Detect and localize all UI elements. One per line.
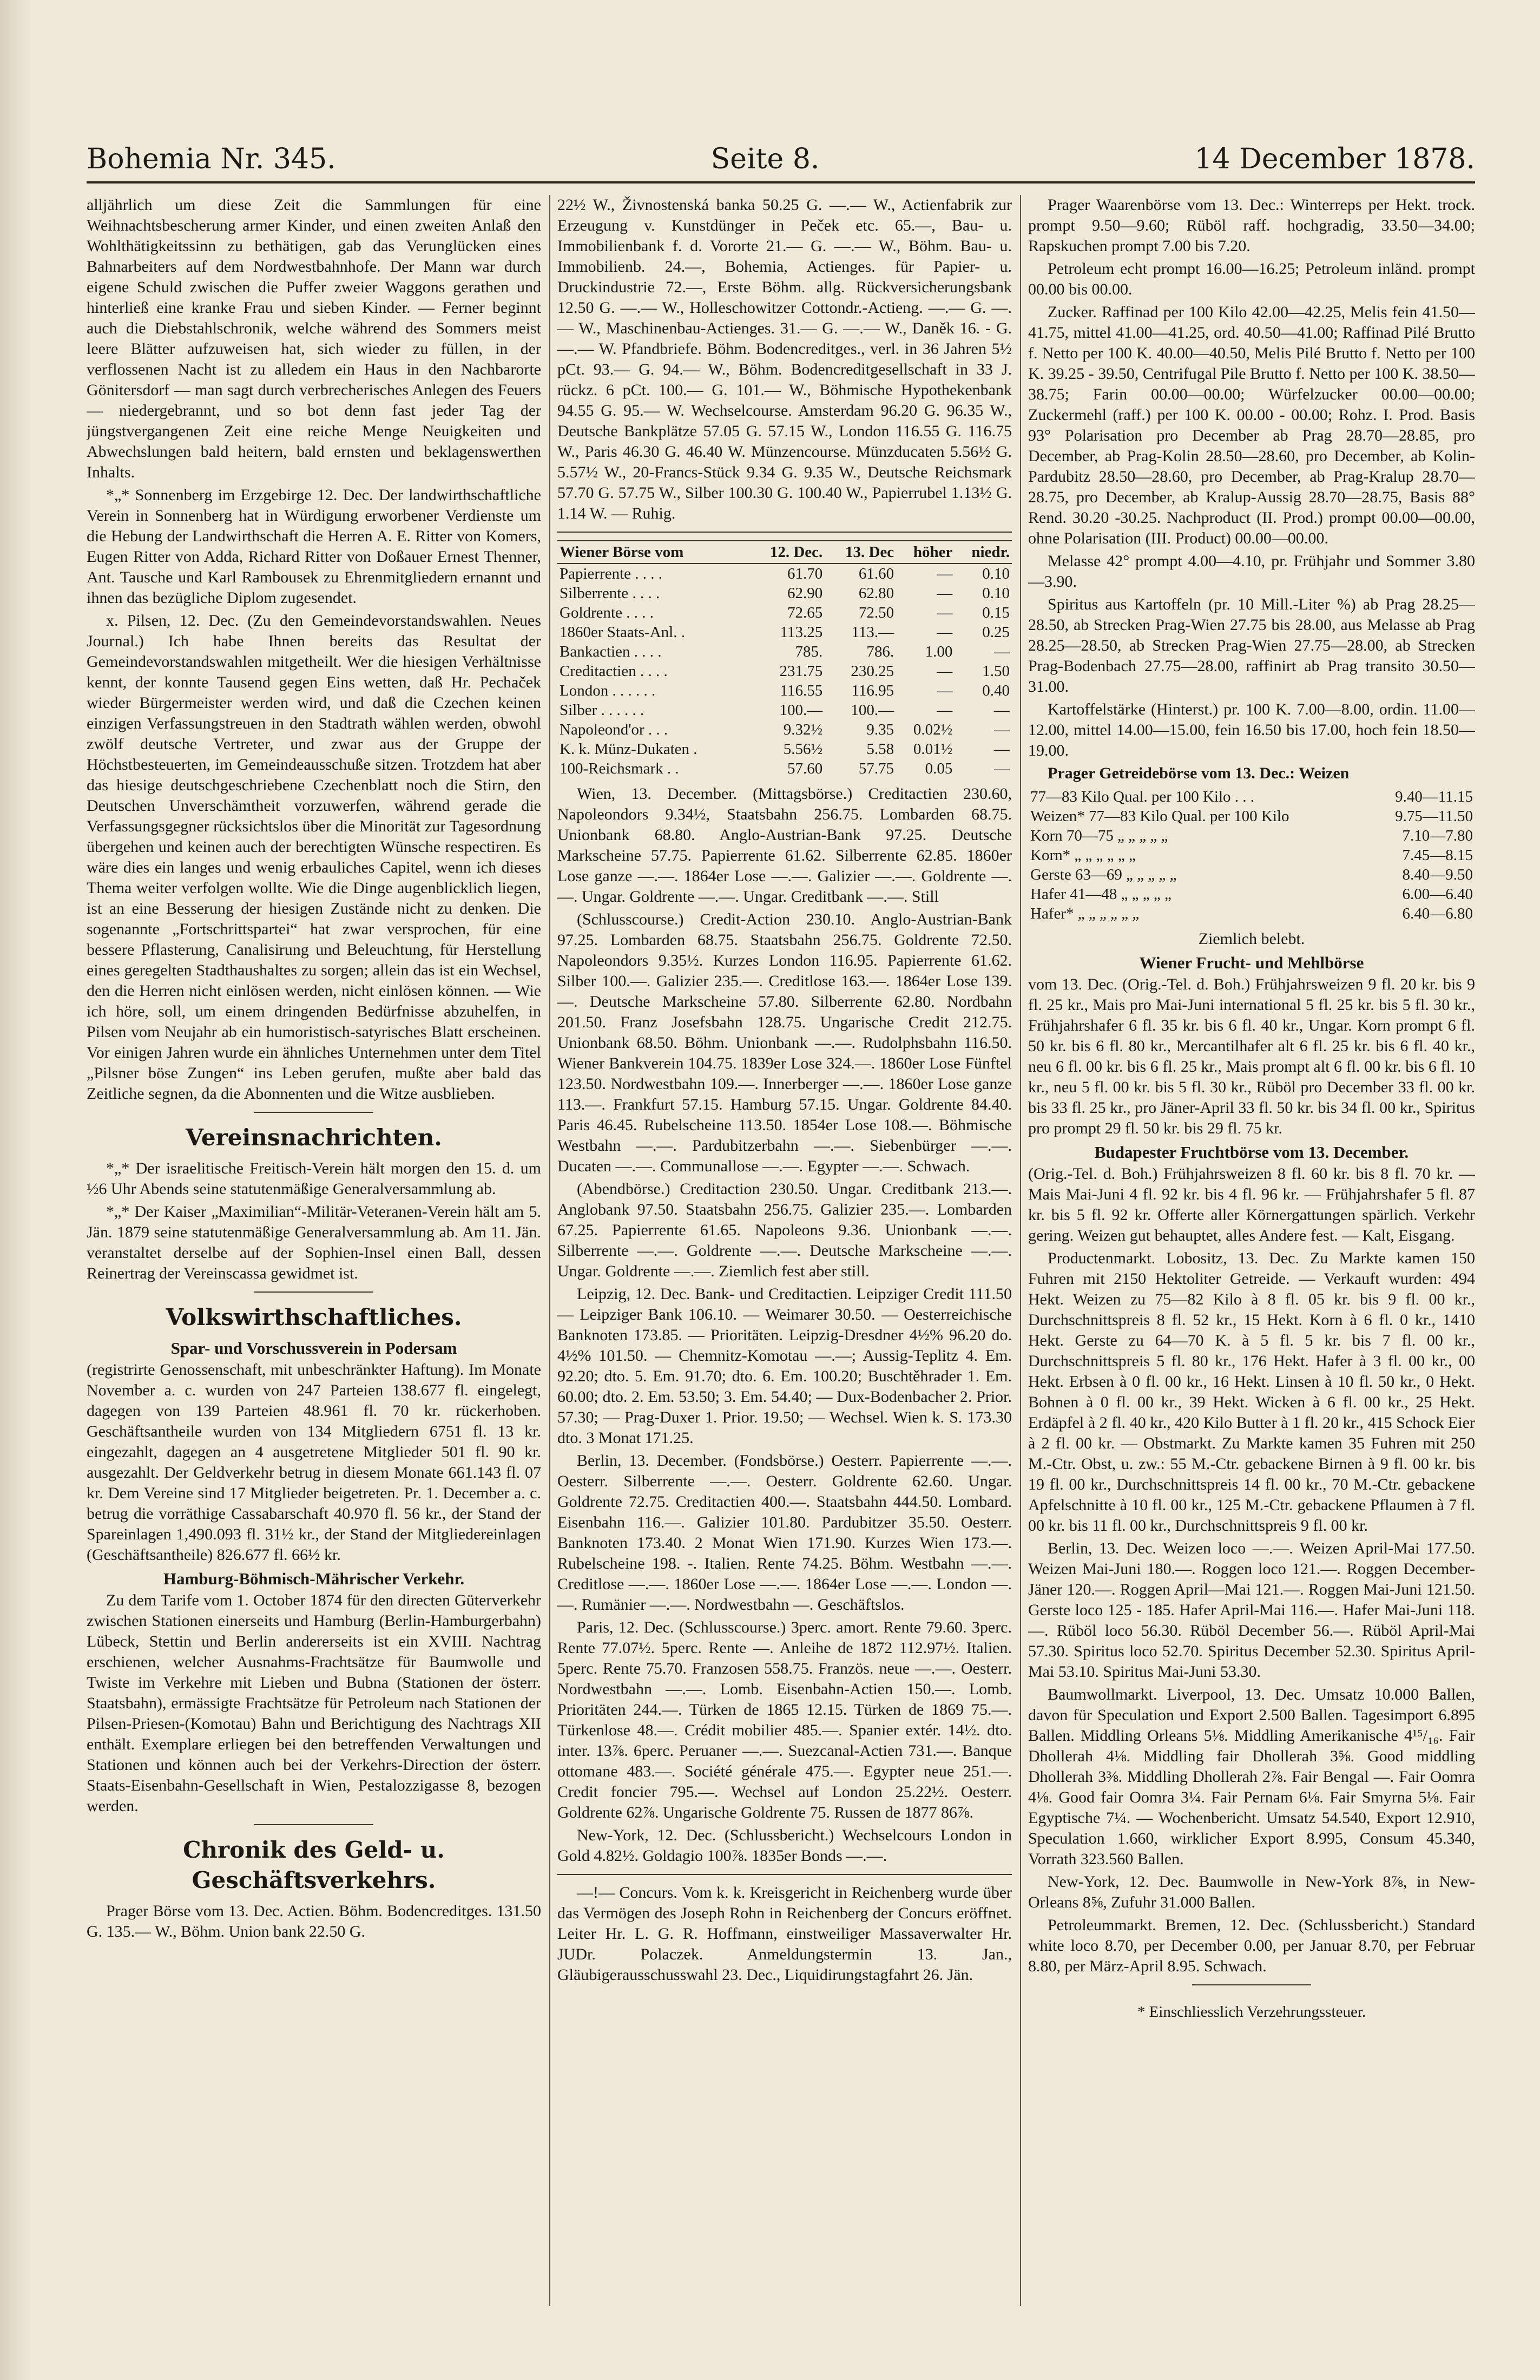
table-row	[557, 642, 1012, 661]
table-cell: —	[994, 721, 1010, 738]
masthead-title: Bohemia Nr. 345.	[87, 143, 336, 175]
article-wien-mittag: Wien, 13. December. (Mittagsbörse.) Creditactien 230.60, Napoleondors 9.34½, Staatsbahn 256.75. Lombarden 68.75. Unionbank 68.80. Anglo-Austrian-Bank 97.25. Deutsche Markscheine 57.75. Papierrente 61.62. Silberrente 62.85. 1860er Lose ganze —.—. 1864er Lose —.—. Galizier —.—. Goldrente —.—. Ungar. Goldrente —.—. Ungar. Creditbank —.—. Still	[557, 785, 1012, 906]
subheading-wiener-fruchtboerse: Wiener Frucht- und Mehlbörse	[1139, 953, 1364, 972]
table-cell: 77—83 Kilo Qual. per 100 Kilo . . .	[1030, 788, 1255, 805]
table-cell: 5.56½	[783, 740, 823, 758]
article-kartoffelstaerke: Kartoffelstärke (Hinterst.) pr. 100 K. 7.00—8.00, ordin. 11.00—12.00, mittel 14.00—15.00, fein 16.50 bis 17.00, hoch fein 18.50—19.00.	[1028, 700, 1475, 759]
footnote: * Einschliesslich Verzehrungssteuer.	[1137, 2003, 1366, 2021]
table-cell: 0.10	[982, 565, 1010, 582]
table-row	[1028, 826, 1475, 845]
table-cell: —	[937, 663, 953, 680]
table-cell: 62.80	[858, 585, 894, 602]
issue-date: 14 December 1878.	[1194, 143, 1475, 175]
table-header-cell: Wiener Börse vom	[557, 541, 748, 563]
table-cell: Weizen* 77—83 Kilo Qual. per 100 Kilo	[1030, 808, 1289, 825]
column-3	[1028, 195, 1475, 2338]
table-cell: —	[994, 760, 1010, 777]
page-number: Seite 8.	[710, 143, 820, 175]
table-header-cell: niedr.	[955, 541, 1012, 563]
table-cell: 0.01½	[913, 740, 953, 758]
section-heading-volkswirthschaftliches: Volkswirthschaftliches.	[166, 1304, 462, 1330]
section-divider	[254, 1291, 373, 1293]
article-zucker: Zucker. Raffinad per 100 Kilo 42.00—42.25, Melis fein 41.50—41.75, mittel 41.00—41.25, ord. 40.50—41.00; Raffinad Pilé Brutto f. Netto per 100 K. 40.00—40.50, Melis Pilé Brutto f. Netto per 100 K. 39.25 - 39.50, Centrifugal Pile Brutto f. Netto per 100 K. 38.50—38.75; Farin 00.00—00.00; Würfelzucker 00.00—00.00; Zuckermehl (raff.) per 100 K. 00.00 - 00.00; Rohz. I. Prod. Basis 93° Polarisation pro December ab Prag 28.70—28.85, pro December, ab Prag-Kolin 28.50—28.60, pro December, ab Kolin-Pardubitz 28.50—28.60, pro December, ab Prag-Kralup 28.70—28.75, pro December, ab Kralup-Aussig 28.70—28.75, Basis 88° Rend. 30.20 -30.25. Nachproduct (II. Prod.) prompt 00.00—00.00, ohne Polarisation (III. Product) 00.00—00.00.	[1028, 303, 1475, 547]
article-pilsen: x. Pilsen, 12. Dec. (Zu den Gemeindevorstandswahlen. Neues Journal.) Ich habe Ihnen bereits das Resultat der Gemeindevorstandswahlen mitgetheilt. Wer die hiesigen Verhältnisse kennt, der konnte Tausend gegen Eins wetten, daß Hr. Pechaček wieder Bürgermeister werden wird, und daß die Czechen keinen einzigen Verfassungstreuen in den Stadtrath wählen werden, obwohl zwölf deutsche Vertreter, und zwar aus der Gruppe der Höchstbesteuerten, im Gemeindeausschuße sitzen. Trotzdem hat aber das hiesige deutschgeschriebene Czechenblatt noch die Stirn, den Deutschen Unverschämtheit vorzuwerfen, während gerade die Verfassungsgegner rücksichtslos über die Minorität zur Tagesordnung übergehen und keinen auch der berechtigten Wünsche respectiren. Es wäre dies ein langes und wenig erbauliches Capitel, wenn ich dieses Thema weiter verfolgen wollte. Wie die Dinge augenblicklich liegen, ist an eine Besserung der hiesigen Zustände nicht zu denken. Die sogenannte „Fortschrittspartei“ hat zwar versprochen, für eine bessere Pflasterung, Canalisirung und Beleuchtung, für Herstellung eines geregelten Stadthaushaltes zu sorgen; allein das ist ein Wechsel, den die Herren nicht einlösen werden, nicht einlösen können. — Wie ich höre, soll, um einem dringenden Bedürfnisse abzuhelfen, in Pilsen vom Neujahr ab ein humoristisch-satyrisches Blatt erscheinen. Vor einigen Jahren wurde ein ähnliches Unternehmen unter dem Titel „Pilsner böse Zungen“ ins Leben gerufen, mußte aber bald das Zeitliche segnen, da die Abonnenten und die Witze ausblieben.	[87, 612, 541, 1103]
article-spiritus: Spiritus aus Kartoffeln (pr. 10 Mill.-Liter %) ab Prag 28.25—28.50, ab Strecken Prag-Wien 27.75 bis 28.00, aus Melasse ab Prag 28.25—28.50, ab Strecken Prag-Wien 27.75—28.00, ab Strecken Prag-Bodenbach 27.75—28.00, raffinirt ab Prag transito 30.50—31.00.	[1028, 595, 1475, 696]
header-rule	[87, 181, 1475, 183]
table-row	[1028, 787, 1475, 807]
article-prager-boerse: Prager Börse vom 13. Dec. Actien. Böhm. Bodencreditges. 131.50 G. 135.— W., Böhm. Union bank 22.50 G.	[87, 1902, 541, 1940]
table-divider	[557, 532, 1012, 533]
section-heading-vereinsnachrichten: Vereinsnachrichten.	[186, 1124, 442, 1151]
article-berlin-fonds: Berlin, 13. December. (Fondsbörse.) Oesterr. Papierrente —.—. Oesterr. Silberrente —.—. Oesterr. Goldrente 62.60. Ungar. Goldrente 72.75. Creditactien 400.—. Staatsbahn 444.50. Lombard. Eisenbahn 116.—. Galizier 101.80. Pardubitzer 35.50. Oesterr. Banknoten 173.40. 2 Monat Wien 171.90. Kurzes Wien 173.—. Rubelscheine 198. -. Italien. Rente 74.25. Böhm. Westbahn —.—. Creditlose —.—. 1860er Lose —.—. 1864er Lose —.—. London —.—. Rumänier —.—. Nordwestbahn —. Geschäftslos.	[557, 1452, 1012, 1614]
subheading-sparverein: Spar- und Vorschussverein in Podersam	[170, 1339, 457, 1358]
table-row	[1028, 884, 1475, 904]
article-leipzig: Leipzig, 12. Dec. Bank- und Creditactien. Leipziger Credit 111.50 — Leipziger Bank 106.10. — Weimarer 30.50. — Oesterreichische Banknoten 173.85. — Prioritäten. Leipzig-Dresdner 4½% 96.20 do. 4½% 101.50. — Chemnitz-Komotau —.—; Aussig-Teplitz 4. Em. 92.20; dto. 5. Em. 91.70; dto. 6. Em. 100.20; Buschtěhrader 1. Em. 60.00; dto. 2. Em. 53.50; 3. Em. 54.40; — Dux-Bodenbacher 2. Prior. 57.30; — Prag-Duxer 1. Prior. 19.50; — Wechsel. Wien k. S. 173.30 dto. 3 Monat 171.25.	[557, 1285, 1012, 1447]
subheading-hamburg-verkehr: Hamburg-Böhmisch-Mährischer Verkehr.	[163, 1569, 465, 1588]
table-cell: Papierrente . . . .	[560, 565, 663, 582]
table-cell: 1860er Staats-Anl. .	[560, 624, 685, 641]
table-header-cell: höher	[896, 541, 955, 563]
notice-freitisch-verein: *„* Der israelitische Freitisch-Verein hält morgen den 15. d. um ½6 Uhr Abends seine statutenmäßige Generalversammlung ab.	[87, 1159, 541, 1198]
article-sparverein: (registrirte Genossenschaft, mit unbeschränkter Haftung). Im Monate November a. c. wurden von 247 Parteien 138.677 fl. eingelegt, dagegen von 139 Parteien 48.961 fl. 70 kr. rückerhoben. Geschäftsantheile wurden von 134 Mitgliedern 6751 fl. 13 kr. eingezahlt, dagegen an 4 ausgetretene Mitglieder 501 fl. 90 kr. ausgezahlt. Der Geldverkehr betrug in diesem Monate 661.143 fl. 07 kr. Dem Vereine sind 17 Mitglieder beigetreten. Pr. 1. December a. c. betrug die vorräthige Cassabarschaft 40.970 fl. 56 kr., der Stand der Spareinlagen 1,490.093 fl. 31½ kr., der Stand der Mitgliedereinlagen (Geschäftsantheile) 826.677 fl. 66½ kr.	[87, 1361, 541, 1564]
table-cell: 100.—	[851, 701, 894, 719]
table-cell: 72.50	[858, 604, 894, 621]
table-cell: 0.40	[982, 682, 1010, 699]
table-cell: 100.—	[779, 701, 823, 719]
notice-concurs: —!— Concurs. Vom k. k. Kreisgericht in Reichenberg wurde über das Vermögen des Joseph Rohn in Reichenberg der Concurs eröffnet. Leiter Hr. L. G. R. Hoffmann, einstweiliger Massaverwalter Hr. JUDr. Polaczek. Anmeldungstermin 13. Jan., Gläubigerausschusswahl 23. Dec., Liquidirungstagfahrt 26. Jän.	[557, 1884, 1012, 1984]
table-row	[557, 759, 1012, 778]
article-budapester-fruchtboerse: (Orig.-Tel. d. Boh.) Frühjahrsweizen 8 fl. 60 kr. bis 8 fl. 70 kr. — Mais Mai-Juni 4 fl. 92 kr. bis 4 fl. 96 kr. — Frühjahrshafer 5 fl. 87 kr. bis 5 fl. 92 kr. Offerte aller Körnergattungen spärlich. Verkehr gering. Weizen gut behauptet, alles Andere fest. — Kalt, Eisgang.	[1028, 1165, 1475, 1244]
table-cell: 6.40—6.80	[1402, 905, 1473, 922]
column-2	[557, 195, 1012, 2338]
table-cell: —	[937, 682, 953, 699]
article-new-york-baumwolle: New-York, 12. Dec. Baumwolle in New-York 8⅞, in New-Orleans 8⅝, Zufuhr 31.000 Ballen.	[1028, 1873, 1475, 1911]
table-cell: 72.65	[787, 604, 823, 621]
table-cell: —	[937, 565, 953, 582]
footnote-divider	[1192, 1984, 1311, 1985]
article-baumwollmarkt: Baumwollmarkt. Liverpool, 13. Dec. Umsatz 10.000 Ballen, davon für Speculation und Export 2.500 Ballen. Tagesimport 6.895 Ballen. Middling Orleans 5⅛. Middling Amerikanische 4¹⁵/₁₆. Fair Dhollerah 4⅛. Middling fair Dhollerah 3⅝. Good middling Dhollerah 3⅜. Middling Dhollerah 2⅞. Fair Bengal —. Fair Oomra 4⅛. Good fair Oomra 3¼. Fair Pernam 6⅛. Fair Smyrna 5⅛. Fair Egyptische 7¼. — Wochenbericht. Umsatz 54.540, Export 12.910, Speculation 1.660, wirklicher Export 8.995, Consum 45.340, Vorrath 323.560 Ballen.	[1028, 1686, 1475, 1868]
table-cell: —	[994, 701, 1010, 719]
table-cell: 61.60	[858, 565, 894, 582]
article-paragraph: alljährlich um diese Zeit die Sammlungen für eine Weihnachtsbescherung armer Kinder, und einen zweiten Anlaß den Wohlthätigkeitssinn zu bethätigen, gab das Verunglücken eines Bahnarbeiters auf dem Nordwestbahnhofe. Der Mann war durch eigene Schuld zwischen die Puffer zweier Waggons gerathen und hinterließ eine kranke Frau und sieben Kinder. — Ferner beginnt auch die Diebstahlschronik, welche während des Sommers meist leere Blätter aufzuweisen hat, sich wieder zu füllen, in der verflossenen Nacht ist zu alledem ein Haus in den Nachbarorte Gönitersdorf — man sagt durch verbrecherisches Anlegen des Feuers — niedergebrannt, und so bot denn fast jeder Tag der jüngstvergangenen Zeit eine reiche Menge Neuigkeiten und Abwechslungen bald heitern, bald ernsten und beklagenswerthen Inhalts.	[87, 196, 541, 481]
table-cell: 7.45—8.15	[1402, 847, 1473, 864]
table-cell: 62.90	[787, 585, 823, 602]
table-cell: Creditactien . . . .	[560, 663, 668, 680]
article-prager-boerse-cont: 22½ W., Živnostenská banka 50.25 G. —.— W., Actienfabrik zur Erzeugung v. Kunstdünger in Peček etc. 65.—, Bau- u. Immobilienbank f. d. Vororte 21.— G. —.— W., Böhm. Bau- u. Immobilienb. 24.—, Bohemia, Actienges. für Papier- u. Druckindustrie 72.—, Erste Böhm. allg. Rückversicherungsbank 12.50 G. —.— W., Holleschowitzer Cottondr.-Actieng. —.— G. —.— W., Maschinenbau-Actienges. 31.— G. —.— W., Daněk 16. - G. —.— W. Pfandbriefe. Böhm. Bodencreditges., verl. in 36 Jahren 5½ pCt. 93.— G. 94.— W., Böhm. Bodencreditgesellschaft in 33 J. rückz. 6 pCt. 100.— G. 101.— W., Böhmische Hypothekenbank 94.55 G. 95.— W. Wechselcourse. Amsterdam 96.20 G. 96.35 W., Deutsche Bankplätze 57.05 G. 57.15 W., London 116.55 G. 116.75 W., Paris 46.30 G. 46.40 W. Münzencourse. Münzducaten 5.56½ G. 5.57½ W., 20-Francs-Stück 9.34 G. 9.35 W., Deutsche Reichsmark 57.70 G. 57.75 W., Silber 100.30 G. 100.40 W., Papierrubel 1.13½ G. 1.14 W. — Ruhig.	[557, 196, 1012, 522]
column-1	[87, 195, 541, 2338]
table-cell: 9.75—11.50	[1395, 808, 1473, 825]
table-cell: K. k. Münz-Dukaten .	[560, 740, 697, 758]
table-cell: 113.—	[851, 624, 894, 641]
table-row	[1028, 807, 1475, 826]
getreide-table	[1028, 787, 1475, 923]
table-cell: 786.	[866, 643, 894, 660]
table-cell: 9.32½	[783, 721, 823, 738]
table-cell: 116.55	[780, 682, 823, 699]
section-divider	[254, 1824, 373, 1825]
column-divider-2	[1020, 195, 1021, 2306]
table-cell: Bankactien . . . .	[560, 643, 662, 660]
table-cell: 100-Reichsmark . .	[560, 760, 679, 777]
table-cell: 57.75	[858, 760, 894, 777]
table-cell: 57.60	[787, 760, 823, 777]
article-wien-abend: (Abendbörse.) Creditaction 230.50. Ungar. Creditbank 213.—. Anglobank 97.50. Staatsbahn 256.75. Galizier 235.—. Lombarden 67.25. Papierrente 61.65. Napoleons 9.36. Unionbank —.—. Silberrente —.—. Goldrente —.—. Deutsche Markscheine —.—. Ungar. Goldrente —.—. Ziemlich fest aber still.	[557, 1180, 1012, 1280]
table-cell: —	[937, 701, 953, 719]
table-cell: Gerste 63—69 „ „ „ „ „	[1030, 866, 1177, 883]
table-cell: 9.40—11.15	[1395, 788, 1473, 805]
table-cell: 5.58	[866, 740, 894, 758]
article-waarenboerse: Prager Waarenbörse vom 13. Dec.: Winterreps per Hekt. trock. prompt 9.50—9.60; Rüböl raff. hochgradig, 33.50—34.00; Rapskuchen prompt 7.00 bis 7.20.	[1028, 196, 1475, 255]
table-cell: 230.25	[851, 663, 894, 680]
table-cell: 113.25	[780, 624, 823, 641]
table-cell: 6.00—6.40	[1402, 886, 1473, 903]
table-cell: 0.05	[925, 760, 953, 777]
table-row	[557, 622, 1012, 642]
wiener-boerse-table	[557, 540, 1012, 778]
table-row	[557, 583, 1012, 603]
article-productenmarkt: Productenmarkt. Lobositz, 13. Dec. Zu Markte kamen 150 Fuhren mit 2150 Hektoliter Getreide. — Verkauft wurden: 494 Hekt. Weizen zu 75—82 Kilo à 8 fl. 05 kr. bis 9 fl. 00 kr., Durchschnittspreis 8 fl. 52 kr., 15 Hekt. Korn à 6 fl. 0 kr., 1410 Hekt. Gerste zu 64—70 K. à 5 fl. 5 kr. bis 7 fl. 00 kr., Durchschnittspreis 5 fl. 80 kr., 176 Hekt. Hafer à 3 fl. 00 kr., 00 Hekt. Erbsen à 0 fl. 00 kr., 16 Hekt. Linsen à 10 fl. 50 kr., 0 Hekt. Bohnen à 0 fl. 00 kr., 39 Hekt. Wicken à 6 fl. 00 kr., 25 Hekt. Erdäpfel à 2 fl. 40 kr., 420 Kilo Butter à 1 fl. 20 kr., 415 Schock Eier à 2 fl. 00 kr. — Obstmarkt. Zu Markte kamen 35 Fuhren mit 250 M.-Ctr. Obst, u. zw.: 55 M.-Ctr. gebackene Birnen à 9 fl. 00 kr. bis 19 fl. 00 kr., Durchschnittspreis 14 fl. 00 kr., 70 M.-Ctr. gebackene Apfelschnitte à 10 fl. 00 kr., 125 M.-Ctr. gebackene Pflaumen à 7 fl. 00 kr. bis 11 fl. 00 kr., Durchschnittspreis 9 fl. 00 kr.	[1028, 1249, 1475, 1535]
table-cell: —	[937, 585, 953, 602]
page-header	[87, 124, 1475, 173]
notice-veteranen-verein: *„* Der Kaiser „Maximilian“-Militär-Veteranen-Verein hält am 5. Jän. 1879 seine statutenmäßige Generalversammlung ab. Am 11. Jän. veranstaltet derselbe auf der Sophien-Insel einen Ball, dessen Reinertrag der Vereinscassa gewidmet ist.	[87, 1203, 541, 1282]
article-petroleummarkt: Petroleummarkt. Bremen, 12. Dec. (Schlussbericht.) Standard white loco 8.70, per December 0.00, per Januar 8.70, per Februar 8.80, per März-April 8.95. Schwach.	[1028, 1916, 1475, 1975]
article-wiener-fruchtboerse: vom 13. Dec. (Orig.-Tel. d. Boh.) Frühjahrsweizen 9 fl. 20 kr. bis 9 fl. 25 kr., Mais pro Mai-Juni international 5 fl. 25 kr. bis 5 fl. 30 kr., Frühjahrshafer 6 fl. 35 kr. bis 6 fl. 40 kr., Ungar. Korn prompt 6 fl. 50 kr. bis 6 fl. 80 kr., Mercantilhafer alt 6 fl. 25 kr. bis 6 fl. 40 kr., neu 6 fl. 00 kr. bis 6 fl. 25 kr., Mais prompt alt 6 fl. 00 kr. bis 6 fl. 10 kr., neu 5 fl. 00 kr. bis 5 fl. 30 kr., Rüböl pro December 33 fl. 00 kr. bis 33 fl. 25 kr., pro Jäner-April 33 fl. 50 kr. bis 34 fl. 00 kr., Spiritus pro prompt 29 fl. 50 kr. bis 29 fl. 75 kr.	[1028, 975, 1475, 1137]
table-row	[557, 700, 1012, 720]
section-divider	[557, 1874, 1012, 1875]
table-cell: Hafer* „ „ „ „ „ „	[1030, 905, 1140, 922]
article-petroleum: Petroleum echt prompt 16.00—16.25; Petroleum inländ. prompt 00.00 bis 00.00.	[1028, 260, 1475, 298]
table-cell: Korn* „ „ „ „ „ „	[1030, 847, 1136, 864]
table-cell: 8.40—9.50	[1402, 866, 1473, 883]
table-cell: 1.50	[982, 663, 1010, 680]
table-cell: 0.02½	[913, 721, 953, 738]
article-sonnenberg: *„* Sonnenberg im Erzgebirge 12. Dec. Der landwirthschaftliche Verein in Sonnenberg hat in Würdigung erworbener Verdienste um die Hebung der Landwirthschaft die Herren A. E. Ritter von Komers, Eugen Ritter von Adda, Richard Ritter von Doßauer Ernest Thenner, Ant. Tausche und Karl Rambousek zu Ehrenmitgliedern ernannt und ihnen das bezügliche Diplom zugesendet.	[87, 486, 541, 607]
article-wien-schluss: (Schlusscourse.) Credit-Action 230.10. Anglo-Austrian-Bank 97.25. Lombarden 68.75. Staatsbahn 256.75. Goldrente 72.50. Napoleondors 9.35½. Kurzes London 116.95. Papierrente 61.62. Silber 100.—. Galizier 235.—. Creditlose 163.—. 1864er Lose 139.—. Deutsche Markscheine 57.80. Silberrente 62.80. Nordbahn 201.50. Franz Josefsbahn 128.75. Ungarische Credit 212.75. Unionbank 68.50. Böhm. Unionbank —.—. Rudolphsbahn 116.50. Wiener Bankverein 104.75. 1839er Lose 324.—. 1860er Lose Fünftel 123.50. Nordwestbahn 109.—. Innerberger —.—. 1860er Lose ganze 113.—. Frankfurt 57.15. Hamburg 57.15. Ungar. Goldrente 84.40. Paris 46.45. Rubelscheine 113.50. 1854er Lose 108.—. Böhmische Westbahn —.—. Pardubitzerbahn —.—. Siebenbürger —.—. Ducaten —.—. Communallose —.—. Egypter —.—. Schwach.	[557, 910, 1012, 1175]
table-cell: Silberrente . . . .	[560, 585, 660, 602]
table-row	[1028, 845, 1475, 865]
getreide-rows	[1028, 787, 1475, 923]
table-header-cell: 12. Dec.	[748, 541, 825, 563]
article-melasse: Melasse 42° prompt 4.00—4.10, pr. Frühjahr und Sommer 3.80—3.90.	[1028, 552, 1475, 591]
table-cell: 116.95	[851, 682, 894, 699]
table-cell: 7.10—7.80	[1402, 827, 1473, 844]
table-cell: 0.25	[982, 624, 1010, 641]
table-row	[1028, 865, 1475, 884]
table-cell: Goldrente . . . .	[560, 604, 654, 621]
table-cell: —	[937, 604, 953, 621]
table-row	[557, 739, 1012, 759]
table-row	[557, 563, 1012, 583]
table-row	[557, 603, 1012, 622]
getreideboerse-intro: Prager Getreidebörse vom 13. Dec.: Weizen	[1048, 764, 1350, 782]
article-berlin-getreide: Berlin, 13. Dec. Weizen loco —.—. Weizen April-Mai 177.50. Weizen Mai-Juni 180.—. Roggen loco 121.—. Roggen December-Jäner 120.—. Roggen April—Mai 121.—. Roggen Mai-Juni 121.50. Gerste loco 125 - 185. Hafer April-Mai 116.—. Hafer Mai-Juni 118.—. Rüböl loco 56.30. Rüböl December 56.—. Rüböl April-Mai 57.30. Spiritus loco 52.70. Spiritus December 52.30. Spiritus April-Mai 53.10. Spiritus Mai-Juni 53.30.	[1028, 1539, 1475, 1681]
getreide-note: Ziemlich belebt.	[1198, 930, 1305, 948]
article-new-york-wechsel: New-York, 12. Dec. (Schlussbericht.) Wechselcours London in Gold 4.82½. Goldagio 100⅞. 1835er Bonds —.—.	[557, 1826, 1012, 1865]
subheading-budapester-fruchtboerse: Budapester Fruchtbörse vom 13. December.	[1094, 1143, 1409, 1162]
column-divider-1	[549, 195, 550, 2306]
table-cell: 0.15	[982, 604, 1010, 621]
article-hamburg-verkehr: Zu dem Tarife vom 1. October 1874 für den directen Güterverkehr zwischen Stationen einerseits und Hamburg (Berlin-Hamburgerbahn) Lübeck, Stettin und Berlin andererseits ist ein XVIII. Nachtrag erschienen, welcher Ausnahms-Frachtsätze für Baumwolle und Twiste im Verkehre mit Lieben und Bubna (Stationen der österr. Staatsbahn), ermässigte Frachtsätze für Petroleum nach Stationen der Pilsen-Priesen-(Komotau) Bahn und Berichtigung des Nachtrags XII enthält. Exemplare erliegen bei den betreffenden Verwaltungen und Stationen und können auch bei der Verkehrs-Direction der österr. Staats-Eisenbahn-Gesellschaft in Wien, Pestalozzigasse 8, bezogen werden.	[87, 1591, 541, 1815]
table-cell: Korn 70—75 „ „ „ „ „	[1030, 827, 1168, 844]
table-cell: 0.10	[982, 585, 1010, 602]
table-cell: 9.35	[866, 721, 894, 738]
table-cell: —	[937, 624, 953, 641]
table-cell: Hafer 41—48 „ „ „ „ „	[1030, 886, 1172, 903]
wiener-boerse-rows	[557, 563, 1012, 778]
table-cell: 785.	[795, 643, 823, 660]
table-cell: —	[994, 643, 1010, 660]
table-cell: —	[994, 740, 1010, 758]
table-row	[557, 661, 1012, 681]
page-fold-shadow	[0, 0, 32, 2380]
table-row	[1028, 904, 1475, 923]
table-cell: London . . . . . .	[560, 682, 656, 699]
table-cell: 61.70	[787, 565, 823, 582]
table-cell: 1.00	[925, 643, 953, 660]
table-row	[557, 720, 1012, 739]
table-cell: 231.75	[779, 663, 823, 680]
table-cell: Napoleond'or . . .	[560, 721, 668, 738]
table-cell: Silber . . . . . .	[560, 701, 644, 719]
section-divider	[254, 1112, 373, 1113]
table-row	[557, 681, 1012, 700]
table-header-cell: 13. Dec	[825, 541, 896, 563]
section-heading-chronik: Chronik des Geld- u. Geschäftsverkehrs.	[183, 1837, 445, 1893]
table-header-row	[557, 541, 1012, 563]
article-paris: Paris, 12. Dec. (Schlusscourse.) 3perc. amort. Rente 79.60. 3perc. Rente 77.07½. 5perc. Rente —. Anleihe de 1872 112.97½. Italien. 5perc. Rente 75.70. Franzosen 558.75. Französ. neue —.—. Oesterr. Nordwestbahn —.—. Lomb. Eisenbahn-Actien 150.—. Lomb. Prioritäten 244.—. Türken de 1865 12.15. Türken de 1869 75.—. Türkenlose 48.—. Crédit mobilier 485.—. Spanier extér. 14½. dto. inter. 13⅞. 6perc. Peruaner —.—. Suezcanal-Actien 731.—. Banque ottomane 483.—. Société générale 475.—. Egypter neue 251.—. Credit foncier 795.—. Wechsel auf London 25.22½. Oesterr. Goldrente 62⅞. Ungarische Goldrente 75. Russen de 1877 86⅞.	[557, 1618, 1012, 1821]
